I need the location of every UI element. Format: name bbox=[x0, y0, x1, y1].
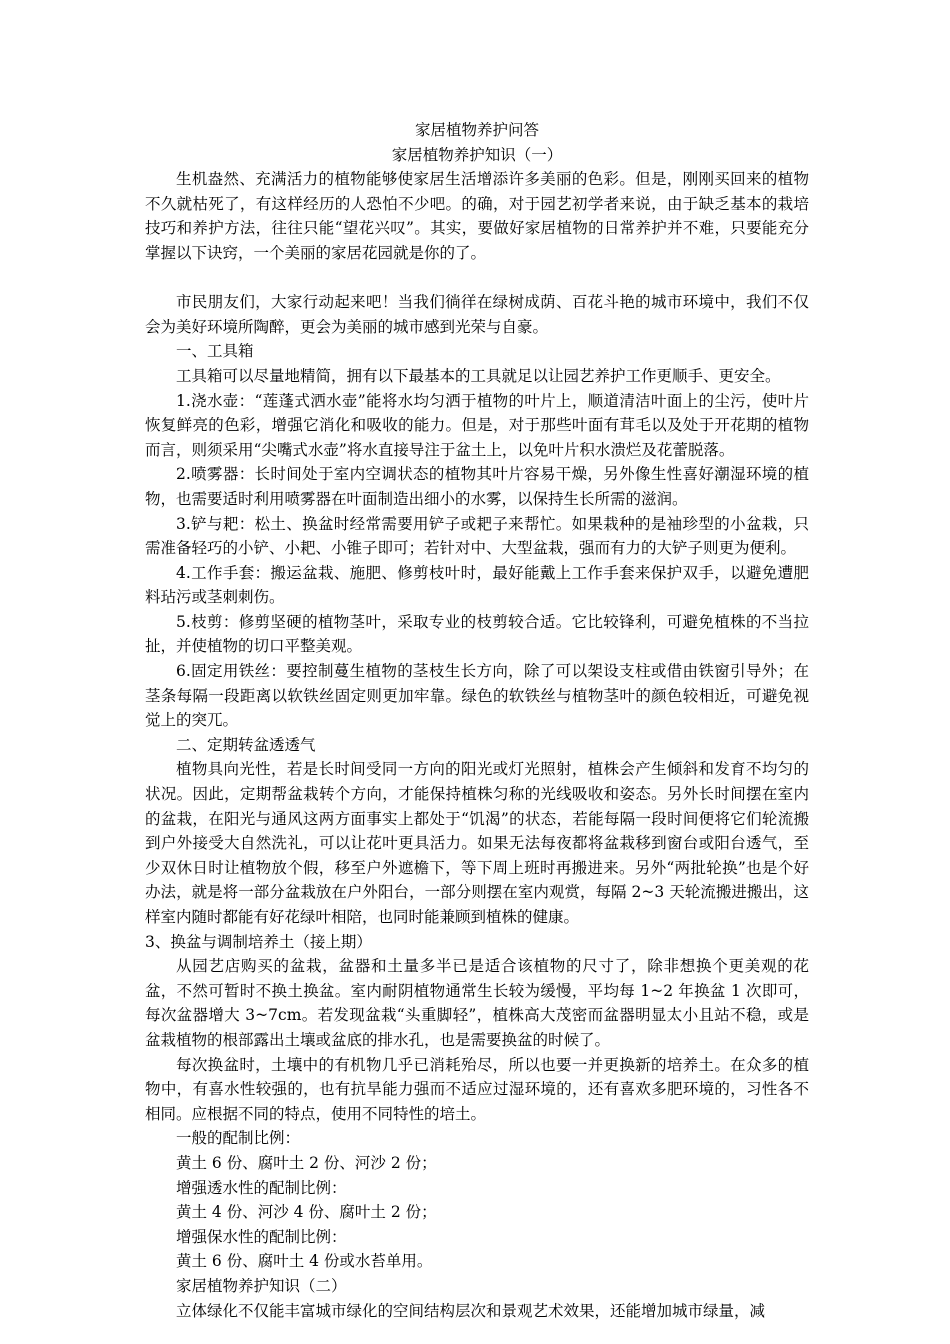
section-1-heading: 一、工具箱 bbox=[176, 342, 254, 361]
part-2-heading: 家居植物养护知识（二） bbox=[176, 1276, 347, 1295]
tool-item-4: 4.工作手套：搬运盆栽、施肥、修剪枝叶时，最好能戴上工作手套来保护双手，以避免遭肥料玷污或茎刺刺伤。 bbox=[145, 563, 809, 607]
ratio-line-6: 黄土 6 份、腐叶土 4 份或水苔单用。 bbox=[176, 1252, 433, 1271]
tool-item-6: 6.固定用铁丝：要控制蔓生植物的茎枝生长方向，除了可以架设支柱或借由铁窗引导外；在茎条每隔一段距离以软铁丝固定则更加牢靠。绿色的软铁丝与植物茎叶的颜色较相近，可避免视觉上的突兀。 bbox=[145, 662, 809, 730]
part-2-paragraph: 立体绿化不仅能丰富城市绿化的空间结构层次和景观艺术效果，还能增加城市绿量，减 bbox=[176, 1301, 766, 1320]
appeal-paragraph: 市民朋友们，大家行动起来吧！当我们徜徉在绿树成荫、百花斗艳的城市环境中，我们不仅会为美好环境所陶醉，更会为美丽的城市感到光荣与自豪。 bbox=[145, 293, 809, 336]
ratio-line-5: 增强保水性的配制比例： bbox=[176, 1227, 347, 1246]
tool-item-1: 1.浇水壶：“莲蓬式洒水壶”能将水均匀洒于植物的叶片上，顺道清洁叶面上的尘污，使叶片恢复鲜亮的色彩，增强它消化和吸收的能力。但是，对于那些叶面有茸毛以及处于开花期的植物而言，则须采用“尖嘴式水壶”将水直接导注于盆土上，以免叶片积水溃烂及花蕾脱落。 bbox=[145, 391, 809, 459]
intro-paragraph: 生机盎然、充满活力的植物能够使家居生活增添许多美丽的色彩。但是，刚刚买回来的植物不久就枯死了，有这样经历的人恐怕不少吧。的确，对于园艺初学者来说，由于缺乏基本的栽培技巧和养护方法，往往只能“望花兴叹”。其实，要做好家居植物的日常养护并不难，只要能充分掌握以下诀窍，一个美丽的家居花园就是你的了。 bbox=[145, 170, 809, 262]
tool-item-3: 3.铲与耙：松土、换盆时经常需要用铲子或耙子来帮忙。如果栽种的是袖珍型的小盆栽，只需准备轻巧的小铲、小耙、小锥子即可；若针对中、大型盆栽，强而有力的大铲子则更为便利。 bbox=[145, 514, 809, 558]
section-3-heading: 3、换盆与调制培养土（接上期） bbox=[145, 932, 372, 951]
section-2-heading: 二、定期转盆透透气 bbox=[176, 735, 316, 754]
ratio-line-2: 黄土 6 份、腐叶土 2 份、河沙 2 份； bbox=[176, 1153, 437, 1172]
ratio-line-1: 一般的配制比例： bbox=[176, 1129, 301, 1148]
tool-item-2: 2.喷雾器：长时间处于室内空调状态的植物其叶片容易干燥，另外像生性喜好潮湿环境的植物，也需要适时利用喷雾器在叶面制造出细小的水雾，以保持生长所需的滋润。 bbox=[145, 465, 809, 508]
section-3-paragraph-1: 从园艺店购买的盆栽，盆器和土量多半已是适合该植物的尺寸了，除非想换个更美观的花盆，不然可暂时不换土换盆。室内耐阴植物通常生长较为缓慢，平均每 1~2 年换盆 1 次即可，每次盆器增大 3~7cm。若发现盆栽“头重脚轻”，植株高大茂密而盆器明显太小且站不稳，或是盆栽植物的根部露出土壤或盆底的排水孔，也是需要换盆的时候了。 bbox=[145, 957, 809, 1049]
blank-line bbox=[145, 266, 809, 291]
doc-subtitle: 家居植物养护知识（一） bbox=[391, 145, 563, 164]
section-3-paragraph-2: 每次换盆时，土壤中的有机物几乎已消耗殆尽，所以也要一并更换新的培养土。在众多的植物中，有喜水性较强的，也有抗旱能力强而不适应过湿环境的，还有喜欢多肥环境的，习性各不相同。应根据不同的特点，使用不同特性的培土。 bbox=[145, 1055, 809, 1123]
ratio-line-3: 增强透水性的配制比例： bbox=[176, 1178, 347, 1197]
document-page bbox=[145, 118, 809, 1323]
doc-title: 家居植物养护问答 bbox=[414, 121, 539, 139]
ratio-line-4: 黄土 4 份、河沙 4 份、腐叶土 2 份； bbox=[176, 1203, 437, 1222]
section-1-intro: 工具箱可以尽量地精简，拥有以下最基本的工具就足以让园艺养护工作更顺手、更安全。 bbox=[176, 366, 781, 385]
section-2-paragraph: 植物具向光性，若是长时间受同一方向的阳光或灯光照射，植株会产生倾斜和发育不均匀的状况。因此，定期帮盆栽转个方向，才能保持植株匀称的光线吸收和姿态。另外长时间摆在室内的盆栽，在阳光与通风这两方面事实上都处于“饥渴”的状态，若能每隔一段时间便将它们轮流搬到户外接受大自然洗礼，可以让花叶更具活力。如果无法每夜都将盆栽移到窗台或阳台透气，至少双休日时让植物放个假，移至户外遮檐下，等下周上班时再搬进来。另外“两批轮换”也是个好办法，就是将一部分盆栽放在户外阳台，一部分则摆在室内观赏，每隔 2~3 天轮流搬进搬出，这样室内随时都能有好花绿叶相陪，也同时能兼顾到植株的健康。 bbox=[145, 760, 809, 926]
tool-item-5: 5.枝剪：修剪坚硬的植物茎叶，采取专业的枝剪较合适。它比较锋利，可避免植株的不当拉扯，并使植物的切口平整美观。 bbox=[145, 612, 809, 656]
